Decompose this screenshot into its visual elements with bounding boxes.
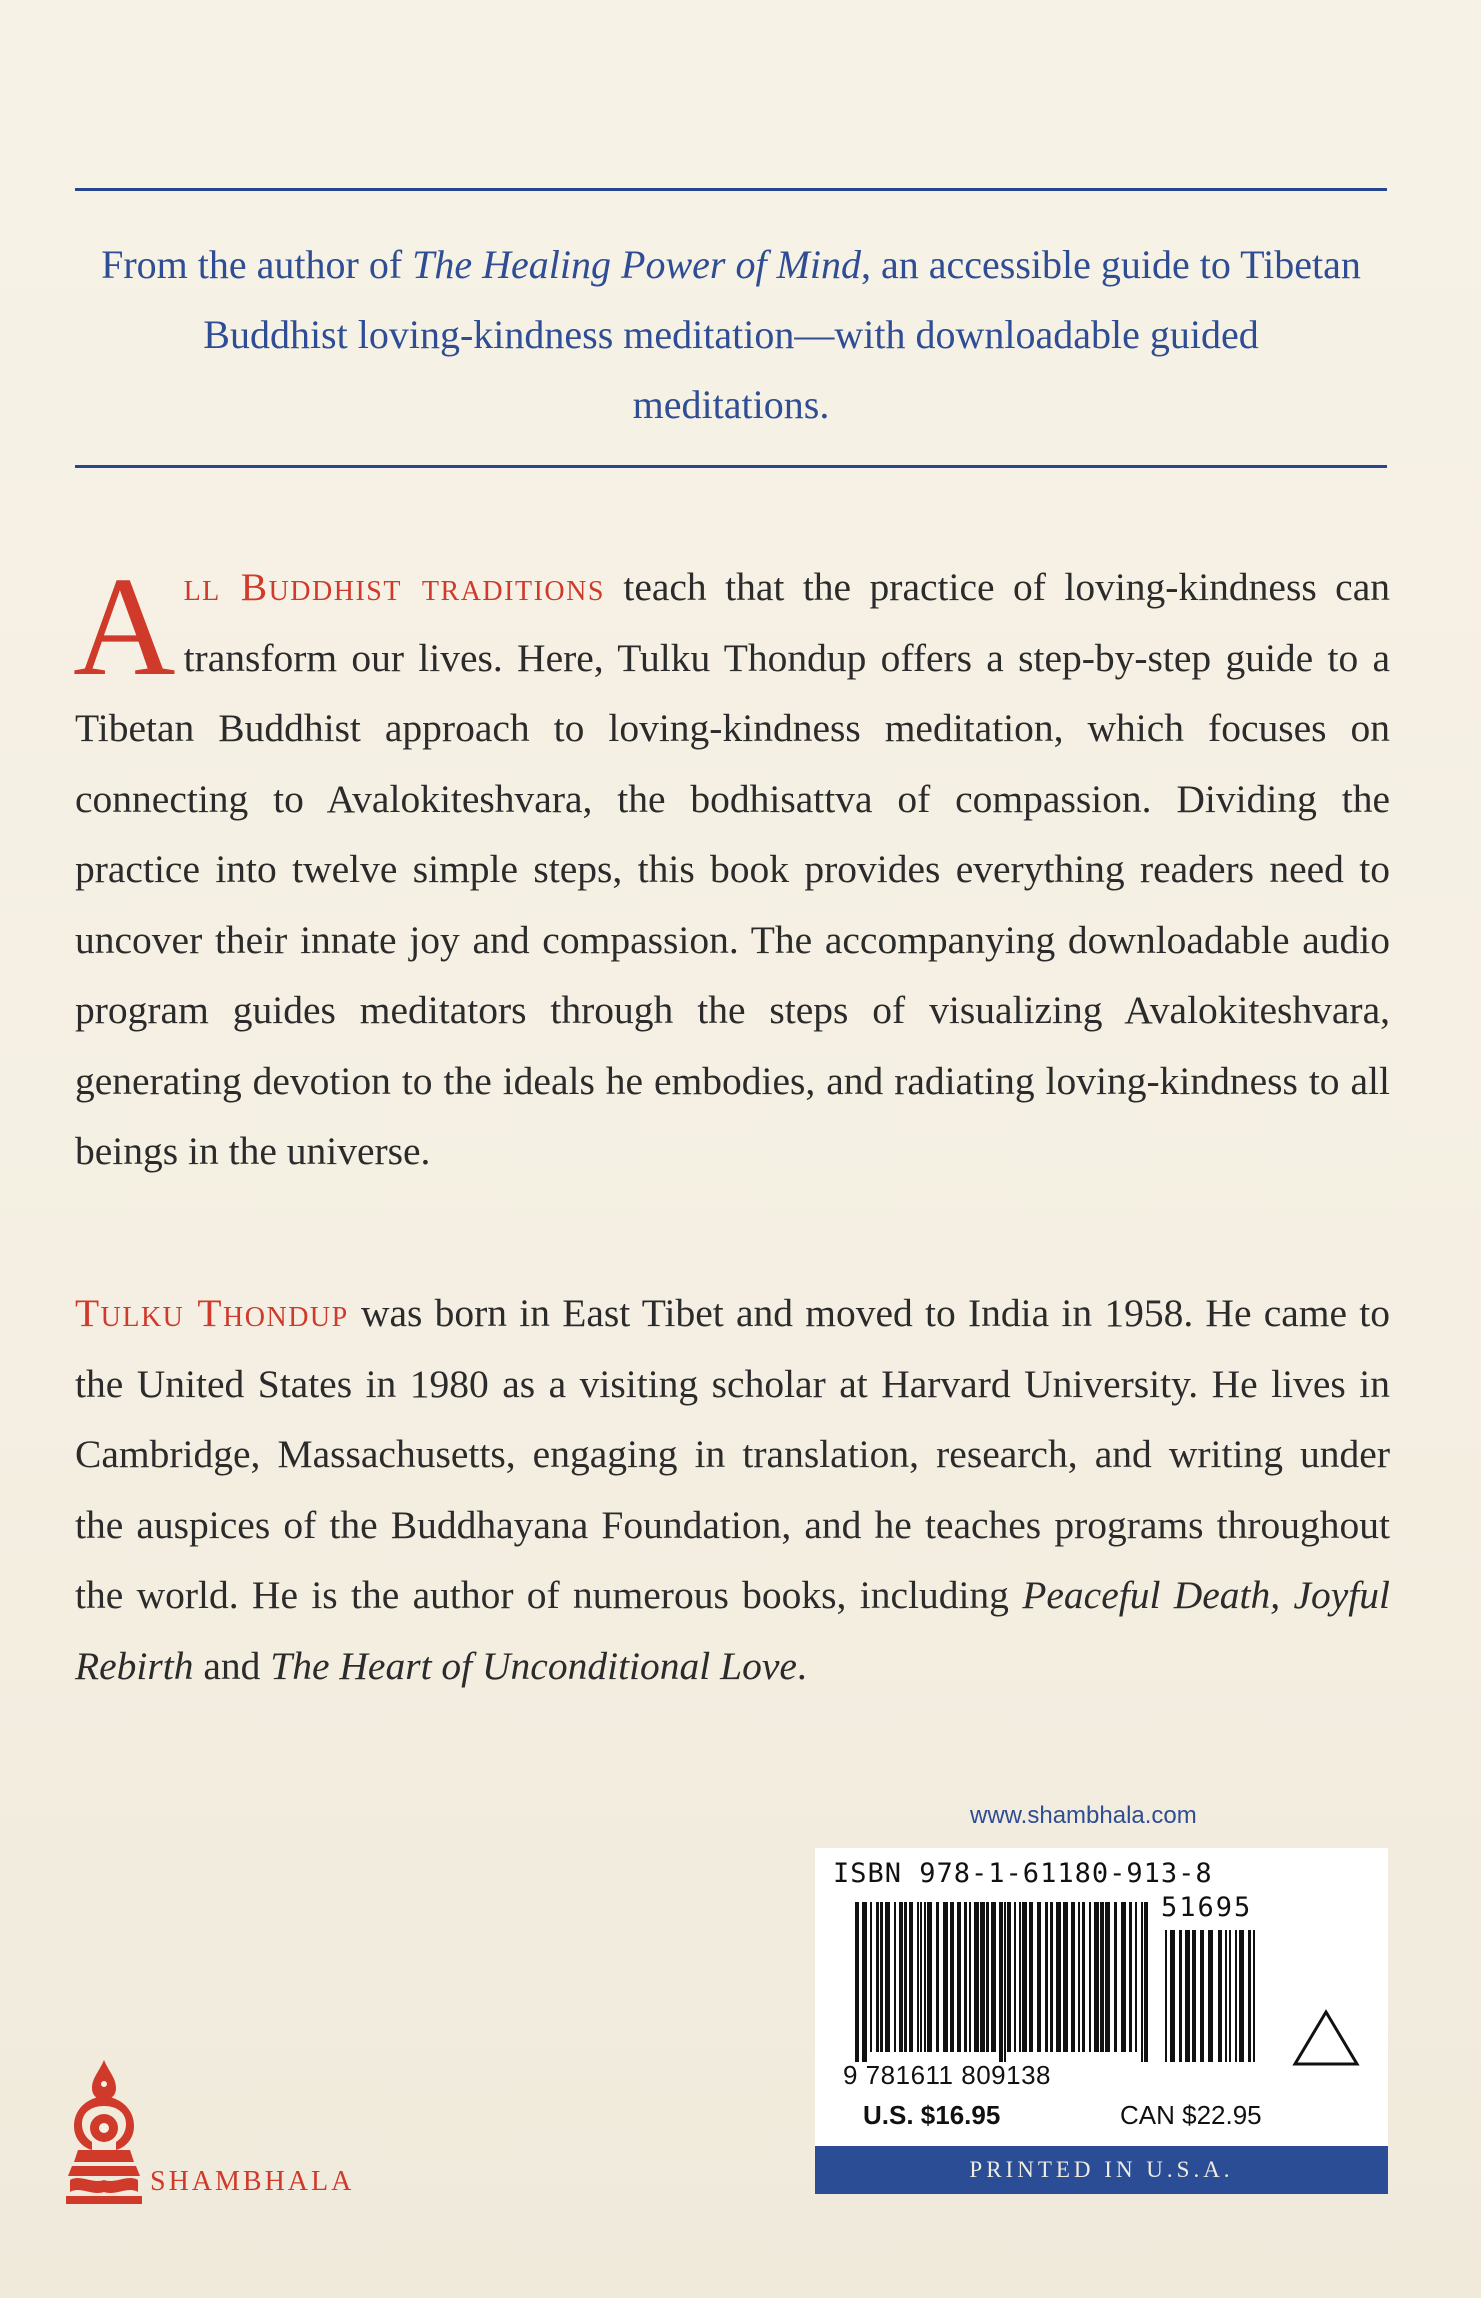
publisher-name: SHAMBHALA <box>150 2166 355 2197</box>
book-description <box>73 547 1390 1187</box>
description-text: teach that the practice of loving-kindness can transform our lives. Here, Tulku Thondup offers a step-by-step guide to a Tibetan Buddhist approach to loving-kindness meditation, which focuses on connecting to Avalokiteshvara, the bodhisattva of compassion. Dividing the practice into twelve simple steps, this book provides everything readers need to uncover their innate joy and compassion. The accompanying downloadable audio program guides meditators through the steps of visualizing Avalokiteshvara, generating devotion to the ideals he embodies, and radiating loving-kindness to all beings in the universe. <box>75 565 1390 1173</box>
bottom-rule <box>75 465 1387 468</box>
author-bio <box>75 1278 1390 1701</box>
top-rule <box>75 188 1387 191</box>
bio-text: was born in East Tibet and moved to India in 1958. He came to the United States in 1980 as a visiting scholar at Harvard University. He lives in Cambridge, Massachusetts, engaging in translation, research, and writing under the auspices of the Buddhayana Foundation, and he teaches programs throughout the world. He is the author of numerous books, including <box>75 1291 1391 1617</box>
barcode-panel <box>815 1848 1388 2146</box>
tagline-text-1: From the author of <box>101 242 413 287</box>
barcode-icon <box>855 1902 1255 2062</box>
bio-book-title-2: The Heart of Unconditional Love <box>270 1643 797 1688</box>
author-name: Tulku Thondup <box>75 1291 349 1335</box>
ean-digits: 9 781611 809138 <box>843 2060 1051 2090</box>
barcode-addon: 51695 <box>1157 1892 1256 1923</box>
publisher-website[interactable]: www.shambhala.com <box>970 1802 1197 1829</box>
drop-cap: A <box>73 547 176 705</box>
isbn-text: ISBN 978-1-61180-913-8 <box>833 1858 1213 1889</box>
price-can: CAN $22.95 <box>1120 2100 1262 2130</box>
bio-book-title-1: Peaceful Death, Joyful Rebirth <box>75 1573 1390 1688</box>
triangle-icon <box>1291 2008 1361 2068</box>
bio-conjunction: and <box>193 1643 271 1688</box>
tagline-book-title: The Healing Power of Mind <box>412 242 861 287</box>
tagline-text-2: , an accessible guide to Tibetan Buddhist loving-kindness meditation—with downloadable guided meditations. <box>203 242 1361 427</box>
description-lead: ll Buddhist traditions <box>183 565 605 609</box>
bio-end: . <box>796 1643 807 1688</box>
printed-in-usa-label: PRINTED IN U.S.A. <box>815 2146 1388 2194</box>
price-us: U.S. $16.95 <box>863 2100 1001 2130</box>
tagline <box>100 230 1362 440</box>
shambhala-logo-icon <box>64 2058 144 2208</box>
